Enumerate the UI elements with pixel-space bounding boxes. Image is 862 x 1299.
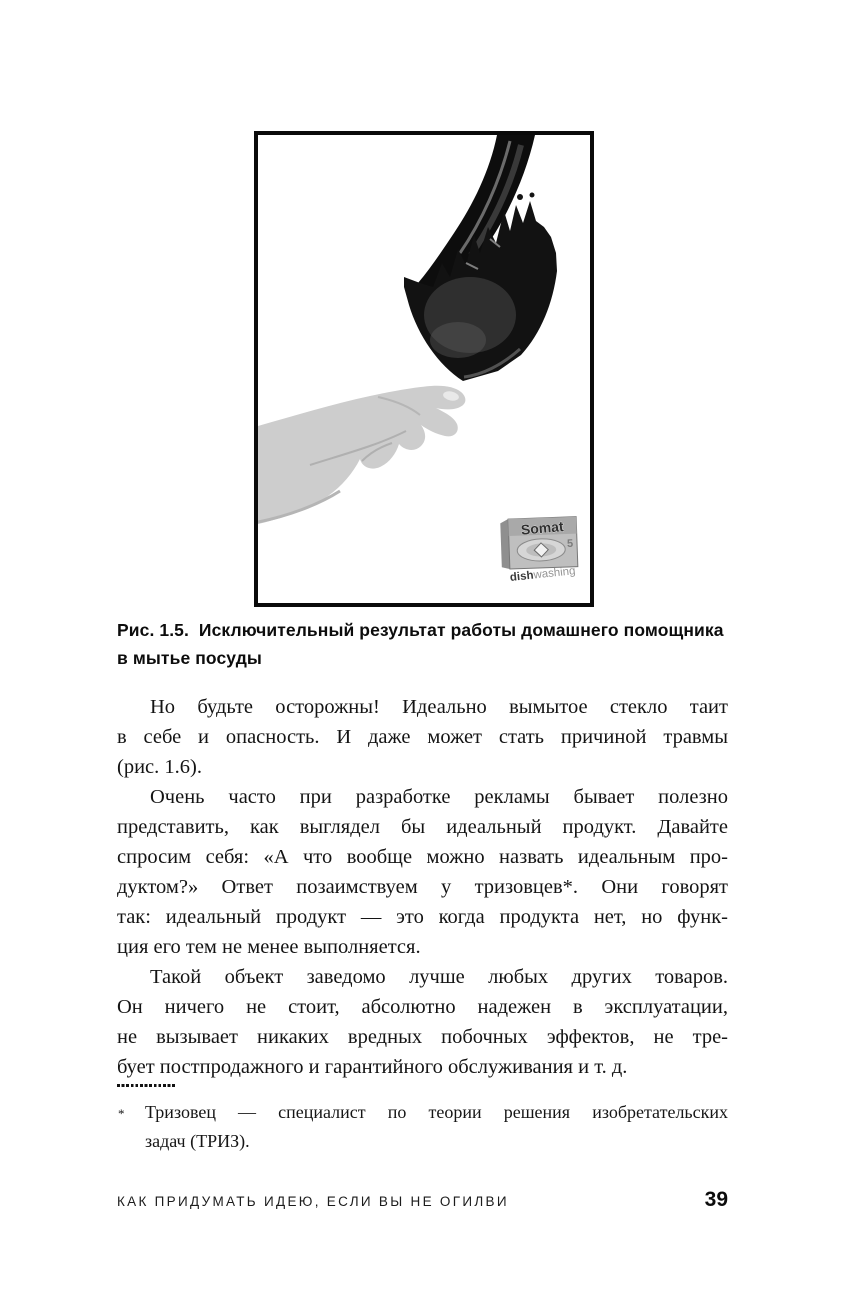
page-footer bbox=[117, 1188, 728, 1212]
footnote-line: задач (ТРИЗ). bbox=[145, 1131, 250, 1151]
text-line: не вызывает никаких вредных побочных эффектов, не тре- bbox=[117, 1026, 728, 1048]
hand-graphic bbox=[258, 386, 465, 524]
footnote-divider bbox=[117, 1084, 175, 1087]
figure-caption bbox=[117, 616, 757, 672]
text-line: спросим себя: «А что вообще можно назвать идеальным про- bbox=[117, 846, 728, 868]
text-line: Но будьте осторожны! Идеально вымытое стекло таит bbox=[150, 696, 728, 718]
paragraph bbox=[117, 692, 728, 782]
text-line: бует постпродажного и гарантийного обслуживания и т. д. bbox=[117, 1056, 628, 1078]
somat-box-logo bbox=[500, 517, 578, 585]
box-number-text: 5 bbox=[566, 537, 574, 551]
somat-ad-illustration bbox=[258, 135, 590, 603]
footnote bbox=[117, 1098, 728, 1156]
body-text bbox=[117, 692, 728, 1082]
dishwashing-text: dishwashing bbox=[509, 565, 577, 585]
caption-line: Рис. 1.5. Исключительный результат работы домашнего помощника bbox=[117, 620, 724, 640]
text-line: представить, как выглядел бы идеальный продукт. Давайте bbox=[117, 816, 728, 838]
text-line: Он ничего не стоит, абсолютно надежен в эксплуатации, bbox=[117, 996, 728, 1018]
text-line: ция его тем не менее выполняется. bbox=[117, 936, 421, 958]
page-number: 39 bbox=[704, 1188, 728, 1211]
running-head: КАК ПРИДУМАТЬ ИДЕЮ, ЕСЛИ ВЫ НЕ ОГИЛВИ bbox=[117, 1194, 509, 1209]
text-line: (рис. 1.6). bbox=[117, 756, 202, 778]
figure-frame bbox=[254, 131, 594, 607]
text-line: Такой объект заведомо лучше любых других товаров. bbox=[150, 966, 728, 988]
footnote-line: Тризовец — специалист по теории решения изобретательских bbox=[145, 1102, 728, 1122]
paragraph bbox=[117, 962, 728, 1082]
text-line: в себе и опасность. И даже может стать причиной травмы bbox=[117, 726, 728, 748]
footnote-marker: * bbox=[118, 1106, 125, 1121]
caption-line: в мытье посуды bbox=[117, 648, 262, 668]
somat-brand-text: Somat bbox=[520, 518, 565, 538]
paragraph bbox=[117, 782, 728, 962]
text-line: так: идеальный продукт — это когда продукта нет, но функ- bbox=[117, 906, 728, 928]
text-line: дуктом?» Ответ позаимствуем у тризовцев*. Они говорят bbox=[117, 876, 728, 898]
text-line: Очень часто при разработке рекламы бывает полезно bbox=[150, 786, 728, 808]
